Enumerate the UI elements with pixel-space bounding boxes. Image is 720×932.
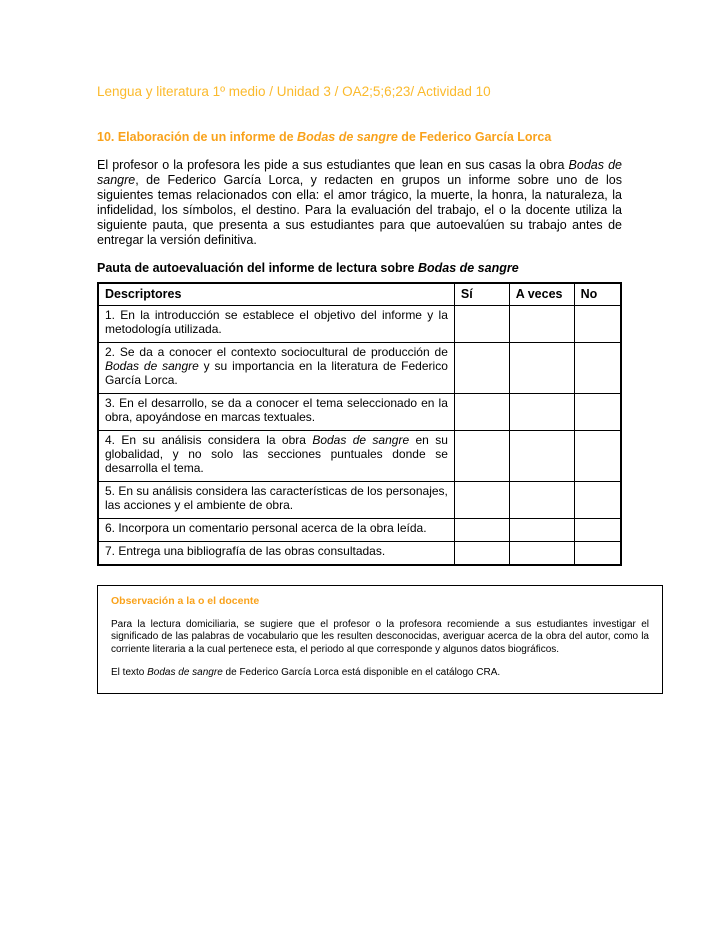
breadcrumb: Lengua y literatura 1º medio / Unidad 3 / OA2;5;6;23/ Actividad 10: [97, 84, 491, 99]
answer-cell: [509, 482, 574, 519]
descriptor-cell: [98, 482, 454, 519]
column-header-descriptores: Descriptores: [98, 283, 454, 306]
rubric-row: [98, 394, 621, 431]
answer-cell: [509, 343, 574, 394]
answer-cell: [454, 343, 509, 394]
text-segment: 1. En la introducción se establece el objetivo del informe y la metodología utilizada.: [105, 308, 448, 336]
text-segment: y su importancia en la literatura de Federico García Lorca.: [105, 359, 448, 387]
teacher-note-box: [97, 585, 663, 694]
answer-cell: [574, 343, 621, 394]
teacher-note-paragraph: [111, 667, 649, 680]
descriptor-cell: [98, 431, 454, 482]
text-segment: 4. En su análisis considera la obra: [105, 433, 313, 447]
descriptor-cell: [98, 306, 454, 343]
text-segment: 10. Elaboración de un informe de: [97, 130, 298, 144]
answer-cell: [574, 482, 621, 519]
answer-cell: [454, 519, 509, 542]
answer-cell: [454, 394, 509, 431]
activity-title: [97, 130, 622, 144]
text-segment: El profesor o la profesora les pide a sus estudiantes que lean en sus casas la obra: [97, 158, 569, 172]
descriptor-cell: [98, 343, 454, 394]
text-segment: Para la lectura domiciliaria, se sugiere que el profesor o la profesora recomiende a sus estudiantes investigar el significado de las palabras de vocabulario que les resulten desconocidas, averiguar acerca de la obra del autor, como la corriente literaria a la cual pertenece esta, el periodo al que corresponde y algunos datos biográficos.: [111, 618, 649, 655]
italic-text-segment: Bodas de sangre: [297, 130, 398, 144]
italic-text-segment: Bodas de sangre: [417, 261, 519, 275]
rubric-row: [98, 482, 621, 519]
rubric-table: [97, 282, 622, 566]
answer-cell: [454, 431, 509, 482]
answer-cell: [509, 394, 574, 431]
text-segment: El texto: [111, 667, 148, 678]
answer-cell: [574, 542, 621, 566]
text-segment: Pauta de autoevaluación del informe de lectura sobre: [97, 261, 418, 275]
answer-cell: [509, 519, 574, 542]
answer-cell: [454, 306, 509, 343]
answer-cell: [509, 542, 574, 566]
rubric-row: [98, 343, 621, 394]
column-header-a-veces: A veces: [509, 283, 574, 306]
rubric-body: [98, 306, 621, 566]
column-header-no: No: [574, 283, 621, 306]
activity-intro-paragraph: [97, 158, 622, 248]
rubric-row: [98, 306, 621, 343]
text-segment: de Federico García Lorca: [397, 130, 552, 144]
text-segment: de Federico García Lorca está disponible en el catálogo CRA.: [222, 667, 501, 678]
teacher-note-paragraphs: [111, 619, 649, 680]
document-content: [97, 84, 663, 694]
rubric-row: [98, 542, 621, 566]
column-header-si: Sí: [454, 283, 509, 306]
descriptor-cell: [98, 519, 454, 542]
text-segment: en su globalidad, y no solo las secciones puntuales donde se desarrolla el tema.: [105, 433, 448, 475]
text-segment: 2. Se da a conocer el contexto sociocultural de producción de: [105, 345, 448, 359]
teacher-note-paragraph: [111, 619, 649, 657]
rubric-row: [98, 431, 621, 482]
answer-cell: [574, 394, 621, 431]
italic-text-segment: Bodas de sangre: [312, 433, 410, 447]
italic-text-segment: Bodas de sangre: [147, 667, 223, 678]
italic-text-segment: Bodas de sangre: [97, 158, 622, 187]
text-segment: 3. En el desarrollo, se da a conocer el tema seleccionado en la obra, apoyándose en marcas textuales.: [105, 396, 448, 424]
descriptor-cell: [98, 542, 454, 566]
text-segment: 6. Incorpora un comentario personal acerca de la obra leída.: [105, 521, 427, 535]
answer-cell: [509, 431, 574, 482]
answer-cell: [574, 306, 621, 343]
answer-cell: [574, 519, 621, 542]
answer-cell: [574, 431, 621, 482]
rubric-title: [97, 261, 622, 275]
rubric-row: [98, 519, 621, 542]
text-segment: 5. En su análisis considera las características de los personajes, las acciones y el ambiente de obra.: [105, 484, 448, 512]
teacher-note-title: Observación a la o el docente: [111, 595, 260, 607]
answer-cell: [454, 542, 509, 566]
text-segment: , de Federico García Lorca, y redacten en grupos un informe sobre uno de los siguientes temas relacionados con ella: el amor trágico, la muerte, la honra, la naturaleza, la infidelidad, los símbolos, el destino. Para la evaluación del trabajo, el o la docente utiliza la siguiente pauta, que presenta a sus estudiantes para que autoevalúen su trabajo antes de entregar la versión definitiva.: [97, 173, 622, 247]
text-segment: 7. Entrega una bibliografía de las obras consultadas.: [105, 544, 386, 558]
answer-cell: [509, 306, 574, 343]
rubric-header-row: [98, 283, 621, 306]
answer-cell: [454, 482, 509, 519]
descriptor-cell: [98, 394, 454, 431]
italic-text-segment: Bodas de sangre: [105, 359, 199, 373]
